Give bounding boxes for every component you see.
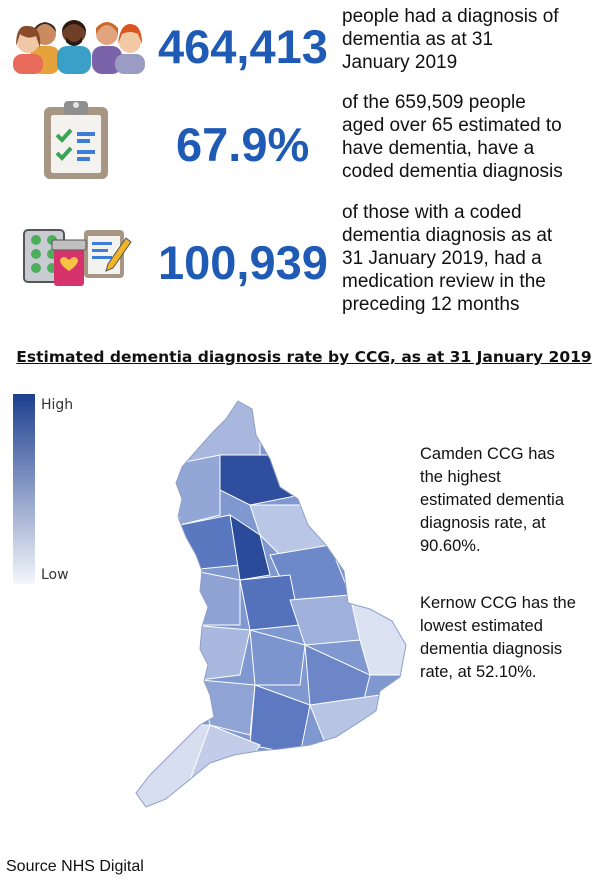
map-title: Estimated dementia diagnosis rate by CCG, as at 31 January 2019 <box>16 348 592 366</box>
highest-rate-note <box>420 443 600 558</box>
medication-review-icon <box>22 222 134 288</box>
people-group-icon <box>10 12 145 74</box>
lowest-rate-note <box>420 592 600 684</box>
coded-diagnosis-percent: 67.9% <box>176 118 310 171</box>
desc-line: coded dementia diagnosis <box>342 161 563 182</box>
desc-line: 31 January 2019, had a <box>342 248 542 269</box>
note-line: lowest estimated <box>420 617 543 635</box>
note-line: rate, at 52.10%. <box>420 663 537 681</box>
desc-line: people had a diagnosis of <box>342 6 559 27</box>
coded-diagnosis-text <box>342 91 563 183</box>
note-line: diagnosis rate, at <box>420 514 546 532</box>
diagnosis-count: 464,413 <box>158 20 328 73</box>
england-ccg-map <box>130 395 420 820</box>
legend-low-label: Low <box>41 567 69 583</box>
clipboard-checklist-icon <box>42 97 110 181</box>
desc-line: January 2019 <box>342 52 458 73</box>
source-credit: Source NHS Digital <box>6 858 144 875</box>
desc-line: have dementia, have a <box>342 138 535 159</box>
note-line: Camden CCG has <box>420 445 555 463</box>
note-line: dementia diagnosis <box>420 640 563 658</box>
desc-line: dementia diagnosis as at <box>342 225 553 246</box>
desc-line: of those with a coded <box>342 202 522 223</box>
desc-line: aged over 65 estimated to <box>342 115 562 136</box>
desc-line: of the 659,509 people <box>342 92 526 113</box>
desc-line: preceding 12 months <box>342 294 520 315</box>
desc-line: dementia as at 31 <box>342 29 494 50</box>
note-line: the highest <box>420 468 501 486</box>
legend-gradient <box>13 394 35 584</box>
note-line: estimated dementia <box>420 491 564 509</box>
legend-high-label: High <box>41 397 74 413</box>
desc-line: medication review in the <box>342 271 546 292</box>
medication-review-count: 100,939 <box>158 236 328 289</box>
note-line: Kernow CCG has the <box>420 594 576 612</box>
diagnosis-count-text <box>342 5 559 74</box>
medication-review-text <box>342 201 552 316</box>
note-line: 90.60%. <box>420 537 481 555</box>
